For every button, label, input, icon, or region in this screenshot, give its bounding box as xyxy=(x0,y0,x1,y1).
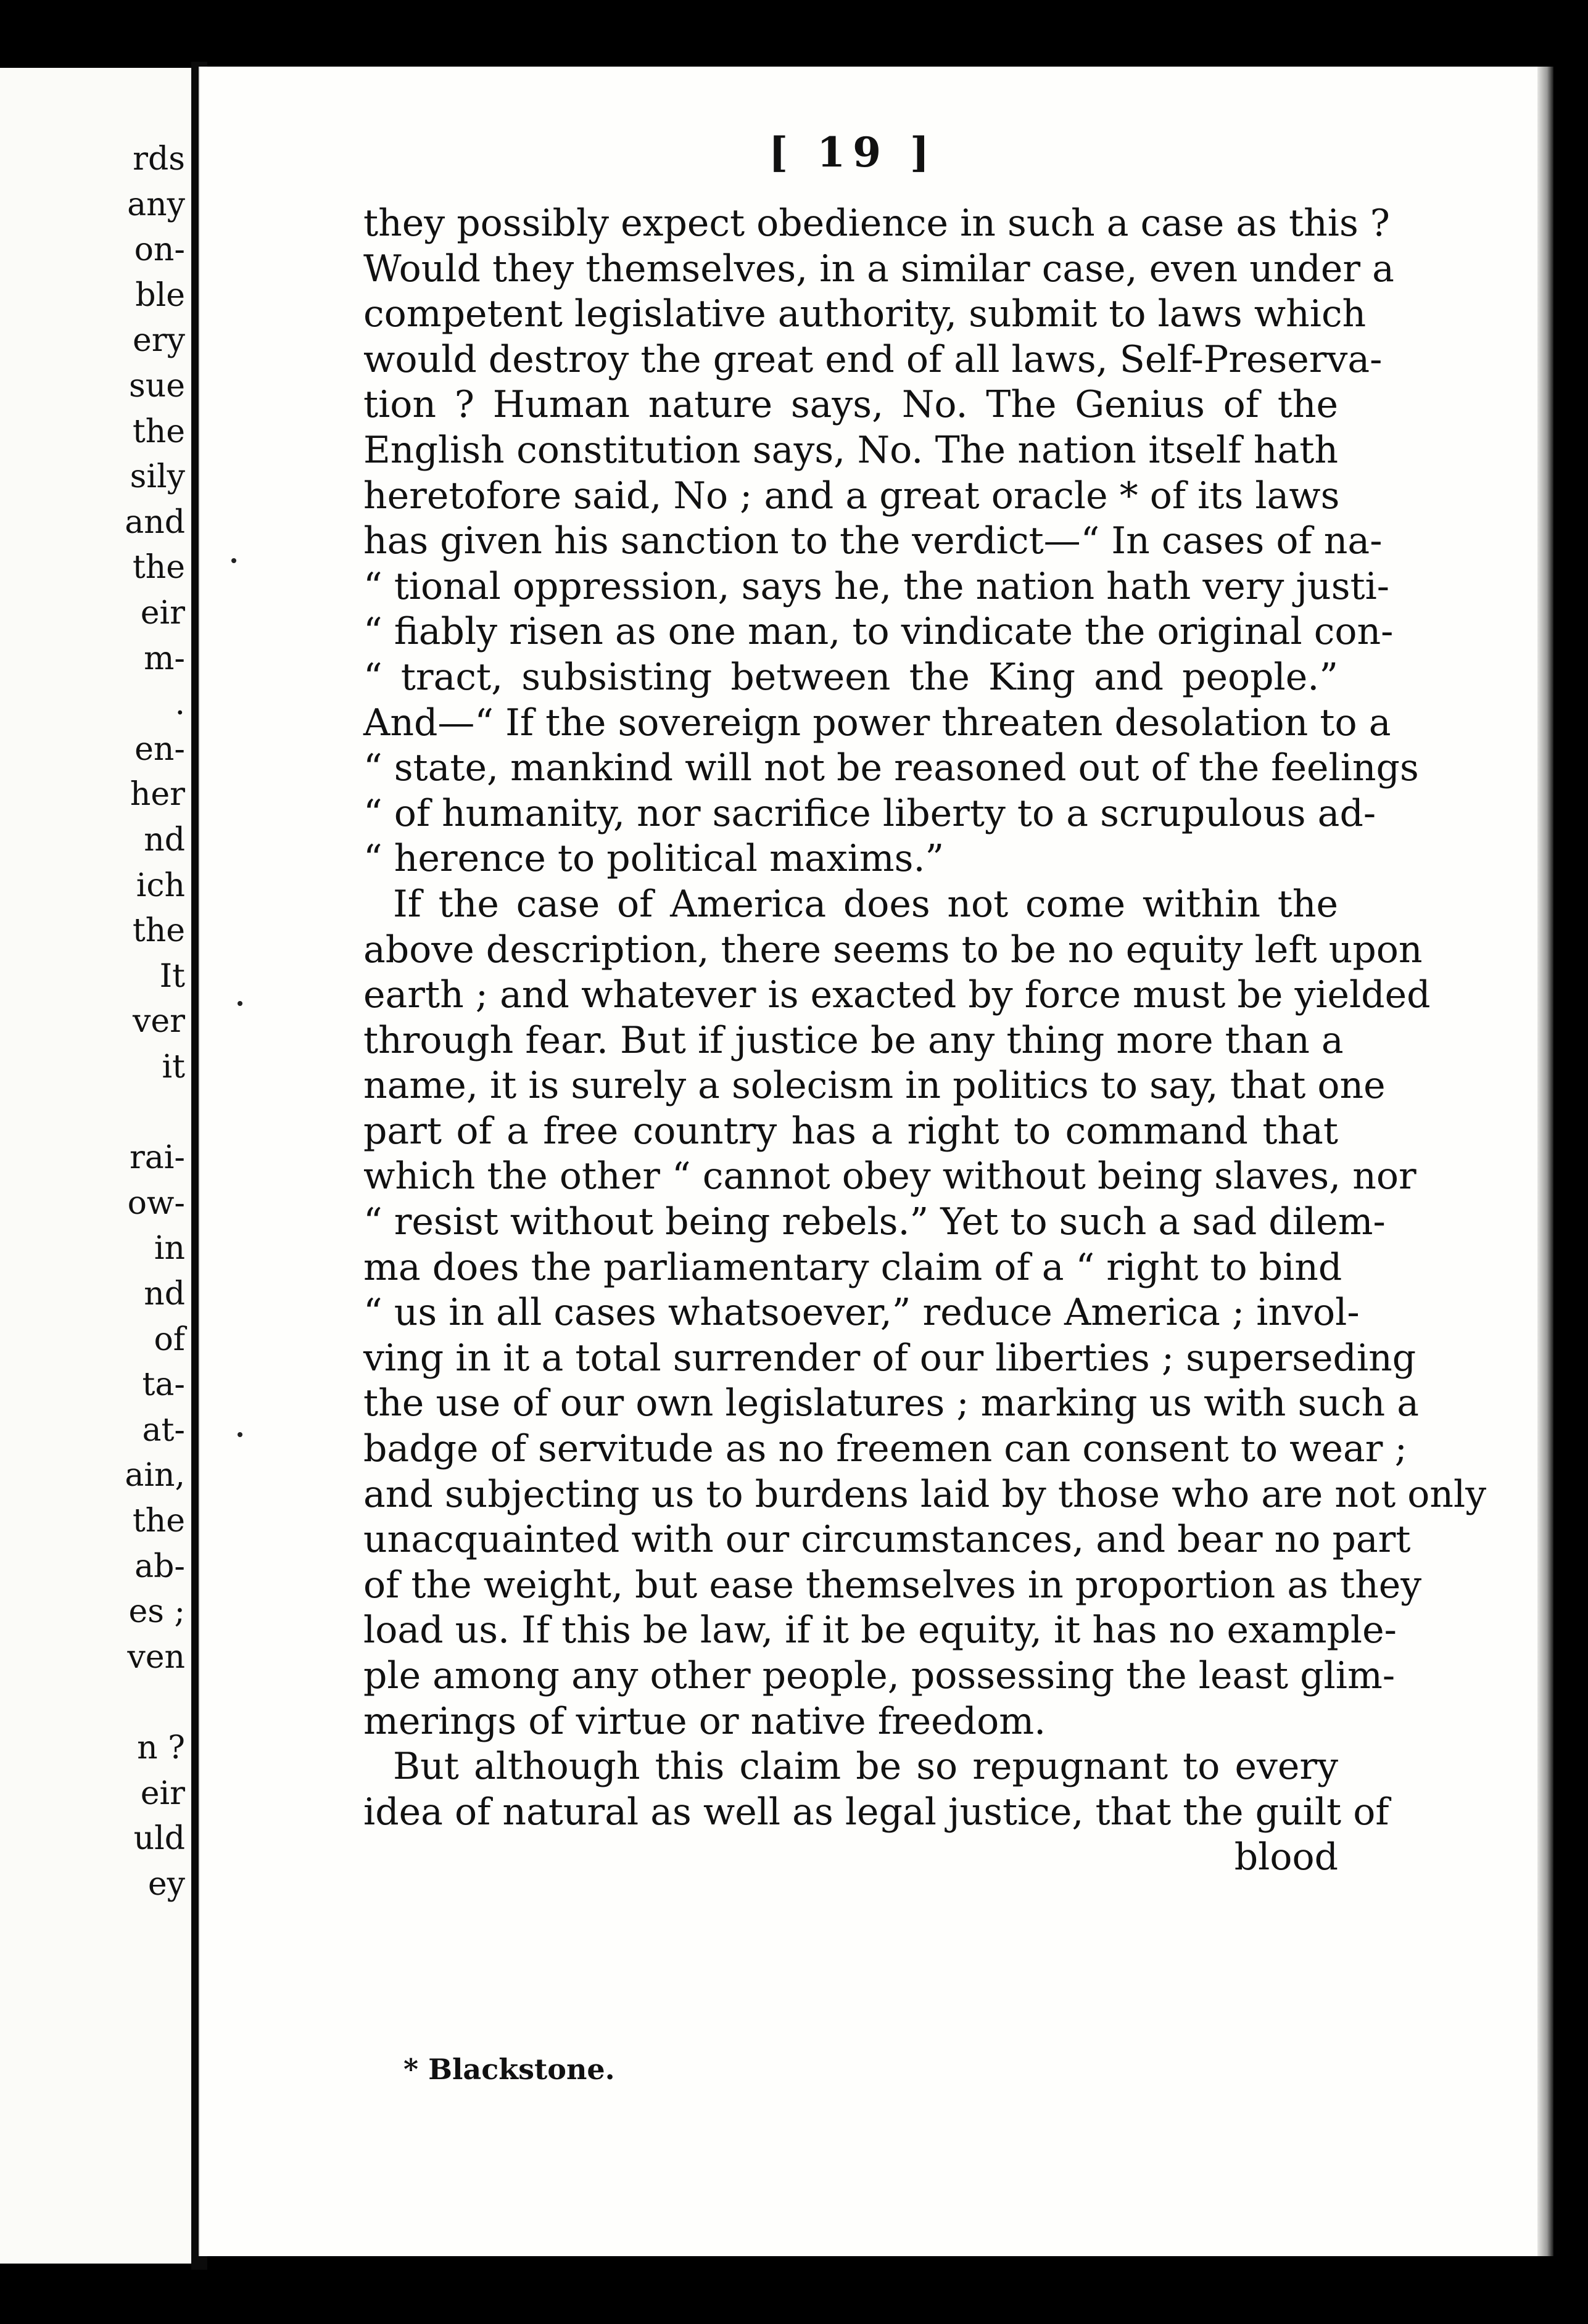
left-page-fragment: it xyxy=(162,1049,185,1086)
text-line: part of a free country has a right to command that xyxy=(363,1109,1338,1153)
text-line: “ resist without being rebels.” Yet to such a sad dilem- xyxy=(363,1200,1386,1244)
right-page xyxy=(199,67,1539,2256)
left-page-fragment: ow- xyxy=(127,1184,185,1222)
left-page-fragment: in xyxy=(154,1230,185,1267)
left-page-fragment: ich xyxy=(136,867,185,904)
left-page-fragment: n ? xyxy=(137,1729,185,1766)
left-page-fragment: nd xyxy=(144,822,185,859)
left-page-fragment: and xyxy=(125,503,185,541)
text-line: Would they themselves, in a similar case, even under a xyxy=(363,247,1394,290)
text-line: blood xyxy=(1234,1836,1338,1879)
page-number: [ 19 ] xyxy=(769,128,937,176)
text-line: heretofore said, No ; and a great oracle * of its laws xyxy=(363,474,1340,517)
left-page-fragment: the xyxy=(132,549,185,587)
text-line: they possibly expect obedience in such a case as this ? xyxy=(363,202,1390,245)
left-page-fragment: any xyxy=(127,186,185,223)
left-page-fragment: sue xyxy=(129,368,185,405)
left-page-fragment: ain, xyxy=(125,1457,185,1494)
text-line: competent legislative authority, submit to laws which xyxy=(363,292,1367,336)
text-line: and subjecting us to burdens laid by those who are not only xyxy=(363,1472,1487,1516)
text-line: earth ; and whatever is exacted by force must be yielded xyxy=(363,973,1431,1017)
left-page-fragment: on- xyxy=(134,231,185,269)
text-line: ple among any other people, possessing the least glim- xyxy=(363,1654,1396,1697)
left-page-fragment: It xyxy=(159,957,185,995)
text-line: name, it is surely a solecism in politics to say, that one xyxy=(363,1064,1386,1108)
text-line: would destroy the great end of all laws, Self-Preserva- xyxy=(363,337,1383,381)
footnote: * Blackstone. xyxy=(403,2053,615,2086)
left-page-fragment: her xyxy=(130,776,185,814)
left-page-fragment: es ; xyxy=(128,1593,185,1631)
text-line: “ tract, subsisting between the King and people.” xyxy=(363,655,1338,699)
left-page-fragment: ven xyxy=(127,1638,185,1676)
text-line: And—“ If the sovereign power threaten desolation to a xyxy=(363,701,1391,744)
left-page-fragment: ta- xyxy=(142,1366,185,1404)
text-line: English constitution says, No. The nation itself hath xyxy=(363,428,1338,472)
text-line: But although this claim be so repugnant to every xyxy=(393,1745,1338,1789)
text-line: of the weight, but ease themselves in proportion as they xyxy=(363,1563,1422,1607)
text-line: merings of virtue or native freedom. xyxy=(363,1699,1046,1743)
left-page-fragment: rds xyxy=(133,141,185,178)
left-page xyxy=(0,68,191,2264)
text-line: “ fiably risen as one man, to vindicate the original con- xyxy=(363,610,1394,654)
left-page-fragment: . xyxy=(175,685,185,723)
left-page-fragment: nd xyxy=(144,1275,185,1312)
text-line: the use of our own legislatures ; marking us with such a xyxy=(363,1382,1420,1425)
left-page-fragment: of xyxy=(154,1321,185,1358)
text-line: badge of servitude as no freemen can consent to wear ; xyxy=(363,1427,1407,1471)
left-page-fragment: ble xyxy=(135,276,185,314)
left-page-fragment: the xyxy=(132,912,185,950)
left-page-fragment: uld xyxy=(133,1820,185,1858)
left-page-fragment: rai- xyxy=(129,1139,185,1177)
text-line: ving in it a total surrender of our liberties ; superseding xyxy=(363,1336,1416,1380)
text-line: If the case of America does not come within the xyxy=(393,882,1338,926)
left-page-fragment: m- xyxy=(144,640,185,677)
body-text xyxy=(363,201,1487,1881)
text-line: unacquainted with our circumstances, and bear no part xyxy=(363,1518,1411,1562)
left-page-fragment: the xyxy=(132,1502,185,1539)
margin-mark xyxy=(238,1432,242,1437)
left-page-fragment: the xyxy=(132,413,185,450)
page-edge-shadow xyxy=(1537,67,1553,2256)
left-page-fragment: eir xyxy=(140,595,185,632)
text-line: idea of natural as well as legal justice, that the guilt of xyxy=(363,1790,1389,1834)
text-line: ma does the parliamentary claim of a “ right to bind xyxy=(363,1245,1342,1289)
left-page-fragment: sily xyxy=(130,458,185,496)
text-line: above description, there seems to be no equity left upon xyxy=(363,928,1423,971)
text-line: tion ? Human nature says, No. The Genius of the xyxy=(363,383,1338,427)
text-line: “ herence to political maxims.” xyxy=(363,837,945,881)
margin-mark xyxy=(231,558,236,563)
text-line: “ tional oppression, says he, the nation hath very justi- xyxy=(363,564,1390,608)
left-page-fragment: ver xyxy=(132,1003,185,1040)
left-page-fragment: ery xyxy=(132,322,185,360)
text-line: which the other “ cannot obey without being slaves, nor xyxy=(363,1155,1416,1198)
text-line: “ of humanity, nor sacrifice liberty to a scrupulous ad- xyxy=(363,791,1376,835)
text-line: through fear. But if justice be any thing more than a xyxy=(363,1018,1344,1062)
left-page-fragment: en- xyxy=(134,730,185,768)
left-page-fragment: at- xyxy=(142,1411,185,1449)
text-line: “ state, mankind will not be reasoned out of the feelings xyxy=(363,746,1419,790)
left-page-fragment: ab- xyxy=(134,1547,185,1585)
text-line: load us. If this be law, if it be equity, it has no example- xyxy=(363,1609,1397,1652)
margin-mark xyxy=(238,1001,242,1006)
text-line: has given his sanction to the verdict—“ In cases of na- xyxy=(363,519,1383,563)
left-page-fragment: ey xyxy=(147,1865,185,1903)
left-page-fragment: eir xyxy=(140,1774,185,1812)
text-line: “ us in all cases whatsoever,” reduce America ; invol- xyxy=(363,1291,1360,1335)
